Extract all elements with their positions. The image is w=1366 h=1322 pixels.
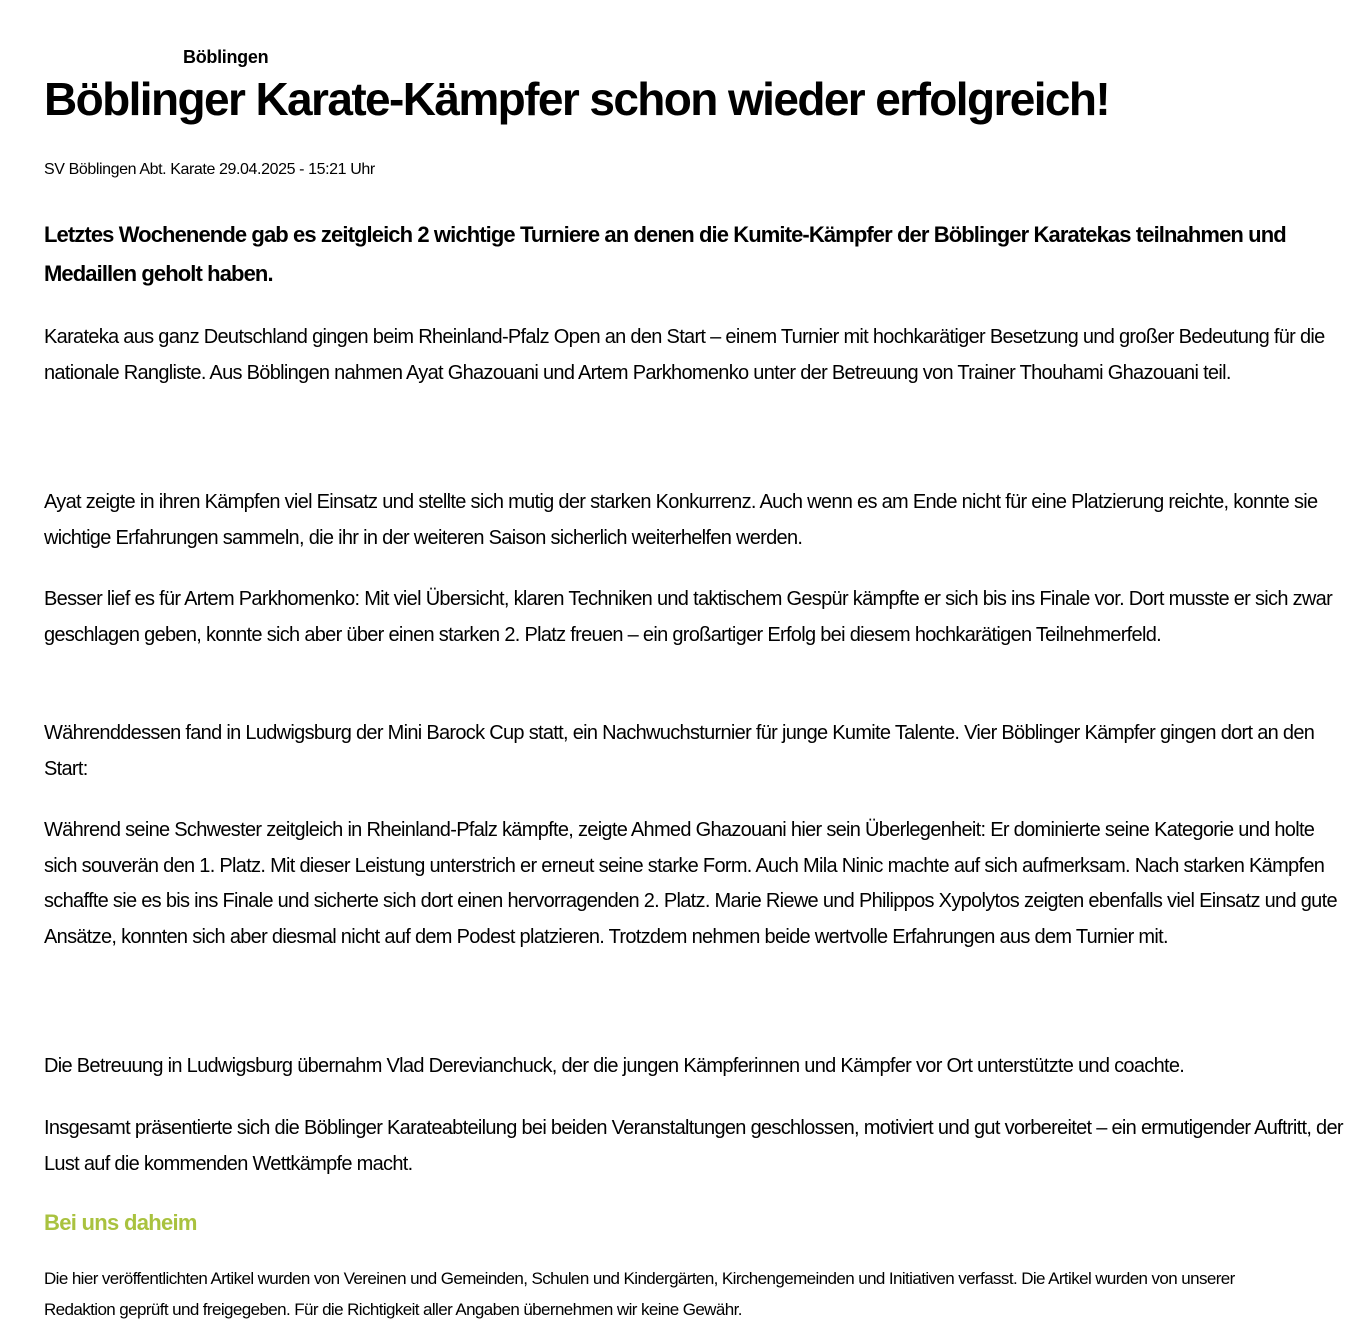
article-paragraph: Ayat zeigte in ihren Kämpfen viel Einsatz und stellte sich mutig der starken Konkurrenz. Auch wenn es am Ende nicht für eine Platzierung reichte, konnte sie wichtige Erfahrungen sammeln, die ihr in der weiteren Saison sicherlich weiterhelfen werden. xyxy=(44,491,1318,549)
article-kicker[interactable]: Böblingen xyxy=(183,47,269,67)
article-paragraph: Währenddessen fand in Ludwigsburg der Mini Barock Cup statt, ein Nachwuchsturnier für junge Kumite Talente. Vier Böblinger Kämpfer gingen dort an den Start: xyxy=(44,722,1315,780)
article-paragraph: Karateka aus ganz Deutschland gingen beim Rheinland-Pfalz Open an den Start – einem Turnier mit hochkarätiger Besetzung und großer Bedeutung für die nationale Rangliste. Aus Böblingen nahmen Ayat Ghazouani und Artem Parkhomenko unter der Betreuung von Trainer Thouhami Ghazouani teil. xyxy=(44,326,1325,384)
section-heading-bei-uns-daheim: Bei uns daheim xyxy=(44,1210,197,1235)
article-lead: Letztes Wochenende gab es zeitgleich 2 wichtige Turniere an denen die Kumite-Kämpfer der Böblinger Karatekas teilnahmen und Medaillen geholt haben. xyxy=(44,222,1286,286)
article-paragraph: Während seine Schwester zeitgleich in Rheinland-Pfalz kämpfte, zeigte Ahmed Ghazouani hier sein Überlegenheit: Er dominierte seine Kategorie und holte sich souverän den 1. Platz. Mit dieser Leistung unterstrich er erneut seine starke Form. Auch Mila Ninic machte auf sich aufmerksam. Nach starken Kämpfen schaffte sie es bis ins Finale und sicherte sich dort einen hervorragenden 2. Platz. Marie Riewe und Philippos Xypolytos zeigten ebenfalls viel Einsatz und gute Ansätze, konnten sich aber diesmal nicht auf dem Podest platzieren. Trotzdem nehmen beide wertvolle Erfahrungen aus dem Turnier mit. xyxy=(44,819,1337,948)
article-paragraph: Besser lief es für Artem Parkhomenko: Mit viel Übersicht, klaren Techniken und taktischem Gespür kämpfte er sich bis ins Finale vor. Dort musste er sich zwar geschlagen geben, konnte sich aber über einen starken 2. Platz freuen – ein großartiger Erfolg bei diesem hochkarätigen Teilnehmerfeld. xyxy=(44,588,1333,646)
article-paragraph: Die Betreuung in Ludwigsburg übernahm Vlad Derevianchuck, der die jungen Kämpferinnen und Kämpfer vor Ort unterstützte und coachte. xyxy=(44,1055,1185,1077)
article-headline: Böblinger Karate-Kämpfer schon wieder erfolgreich! xyxy=(44,73,1110,125)
article-paragraph: Insgesamt präsentierte sich die Böblinger Karateabteilung bei beiden Veranstaltungen geschlossen, motiviert und gut vorbereitet – ein ermutigender Auftritt, der Lust auf die kommenden Wettkämpfe macht. xyxy=(44,1117,1343,1175)
article-byline: SV Böblingen Abt. Karate 29.04.2025 - 15:21 Uhr xyxy=(44,161,375,178)
disclaimer-text: Die hier veröffentlichten Artikel wurden von Vereinen und Gemeinden, Schulen und Kindergärten, Kirchengemeinden und Initiativen verfasst. Die Artikel wurden von unserer Redaktion geprüft und freigegeben. Für die Richtigkeit aller Angaben übernehmen wir keine Gewähr. xyxy=(44,1269,1235,1319)
